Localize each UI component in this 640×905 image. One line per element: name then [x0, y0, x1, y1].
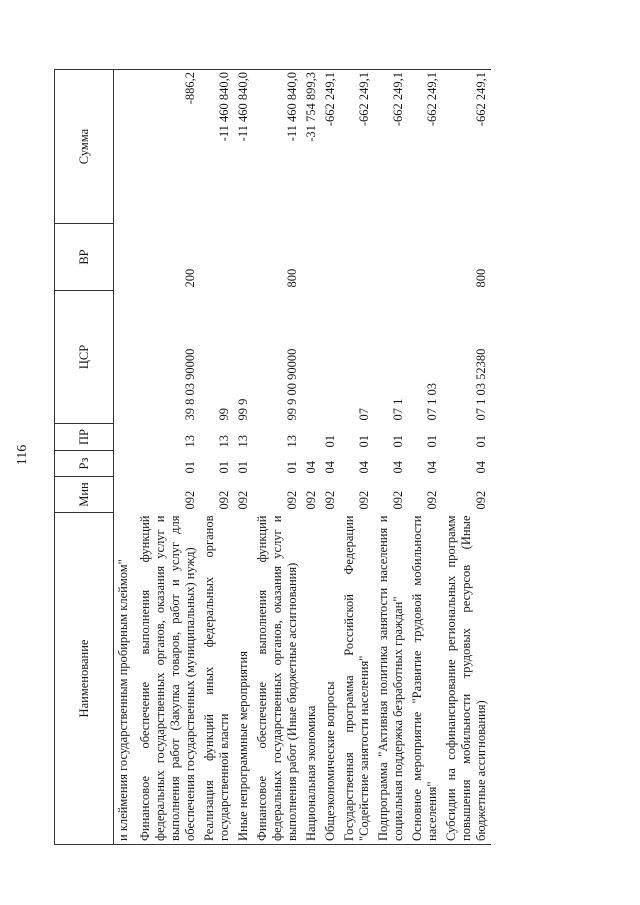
- cell-pr: 13: [285, 435, 299, 448]
- cell-name: Реализация функций иных федеральных органов государственной власти: [200, 513, 234, 845]
- table-row: [442, 70, 491, 845]
- cell-rz: 01: [183, 461, 197, 474]
- cell-vr: [302, 224, 321, 291]
- header-vr: ВР: [55, 224, 114, 291]
- cell-min: 092: [357, 490, 371, 510]
- table-row: [253, 70, 302, 845]
- cell-min: 092: [474, 490, 488, 510]
- cell-name: Подпрограмма "Активная политика занятости населения и социальная поддержка безработных граждан": [374, 513, 408, 845]
- cell-csr: 07 1 03: [425, 383, 439, 421]
- cell-csr: 07: [357, 408, 371, 421]
- cell-name: Субсидии на софинансирование региональных программ повышения мобильности трудовых ресурсов (Иные бюджетные ассигнования): [442, 513, 491, 845]
- cell-csr: 39 8 03 90000: [183, 348, 197, 421]
- header-min: Мин: [55, 477, 114, 513]
- cell-csr: 07 1: [391, 398, 405, 421]
- cell-csr: [321, 291, 340, 424]
- header-row: [55, 70, 114, 845]
- cell-csr: 99: [217, 408, 231, 421]
- cell-rz: 04: [357, 461, 371, 474]
- cell-sum: -886,2: [136, 70, 200, 224]
- cell-name: Основное мероприятие "Развитие трудовой мобильности населения": [408, 513, 442, 845]
- rotated-table-container: [54, 70, 614, 845]
- cell-vr: 200: [183, 268, 197, 288]
- cell-csr: 99 9 00 90000: [285, 348, 299, 421]
- table-row: [374, 70, 408, 845]
- cell-vr: [408, 224, 442, 291]
- cell-rz: 01: [217, 461, 231, 474]
- cell-pr: [302, 424, 321, 451]
- cell-csr: 07 1 03 52380: [474, 348, 488, 421]
- cell-vr: [340, 224, 374, 291]
- header-sum: Сумма: [55, 70, 114, 224]
- header-name: Наименование: [55, 513, 114, 845]
- cell-sum: -662 249,1: [442, 70, 491, 224]
- cell-pr: 13: [183, 435, 197, 448]
- table-row: [302, 70, 321, 845]
- cell-sum: -11 460 840,0: [234, 70, 253, 224]
- cell-rz: 04: [474, 461, 488, 474]
- cell-pr: 01: [323, 435, 337, 448]
- cell-name: Государственная программа Российской Федерации "Содействие занятости населения": [340, 513, 374, 845]
- table-row: [200, 70, 234, 845]
- cell-rz: 01: [236, 461, 250, 474]
- cell-vr: [321, 224, 340, 291]
- cell-rz: 04: [323, 461, 337, 474]
- cell-min: 092: [236, 490, 250, 510]
- cell-vr: [374, 224, 408, 291]
- cell-sum: -662 249,1: [340, 70, 374, 224]
- header-csr: ЦСР: [55, 291, 114, 424]
- cell-min: 092: [217, 490, 231, 510]
- cell-rz: 01: [285, 461, 299, 474]
- cell-vr: 800: [474, 268, 488, 288]
- page-number: 116: [15, 444, 30, 466]
- cell-pr: 01: [474, 435, 488, 448]
- cell-sum: -31 754 899,3: [302, 70, 321, 224]
- cell-name: Финансовое обеспечение выполнения функций федеральных государственных органов, оказания услуг и выполнения работ (Закупка товаров, работ и услуг для обеспечения государственных (муниципальных) нужд): [136, 513, 200, 845]
- table-body: [114, 70, 492, 845]
- cell-min: 092: [391, 490, 405, 510]
- cell-vr: [200, 224, 234, 291]
- cell-pr: 01: [357, 435, 371, 448]
- cell-min: 092: [183, 490, 197, 510]
- cell-sum: -11 460 840,0: [200, 70, 234, 224]
- cell-rz: 04: [304, 461, 318, 474]
- table-row: [136, 70, 200, 845]
- cell-csr: [302, 291, 321, 424]
- cell-min: 092: [425, 490, 439, 510]
- cell-vr: [234, 224, 253, 291]
- cell-csr: 99 9: [236, 398, 250, 421]
- cell-sum: -662 249,1: [321, 70, 340, 224]
- cell-vr: 800: [285, 268, 299, 288]
- cell-sum: -11 460 840,0: [253, 70, 302, 224]
- cell-pr: 01: [425, 435, 439, 448]
- cell-rz: 04: [425, 461, 439, 474]
- cell-name: Общеэкономические вопросы: [321, 513, 340, 845]
- header-pr: ПР: [55, 424, 114, 451]
- budget-table: [54, 69, 491, 845]
- cell-min: 092: [304, 490, 318, 510]
- table-row: [340, 70, 374, 845]
- cell-sum: -662 249,1: [408, 70, 442, 224]
- cell-min: 092: [285, 490, 299, 510]
- cell-name: Иные непрограммные мероприятия: [234, 513, 253, 845]
- cell-name: Финансовое обеспечение выполнения функций федеральных государственных органов, оказания услуг и выполнения работ (Иные бюджетные ассигнования): [253, 513, 302, 845]
- continuation-text: и клеймения государственным пробирным клеймом": [114, 513, 137, 845]
- continuation-row: [114, 70, 137, 845]
- cell-sum: -662 249,1: [374, 70, 408, 224]
- table-row: [321, 70, 340, 845]
- cell-pr: 13: [217, 435, 231, 448]
- cell-pr: 01: [391, 435, 405, 448]
- table-row: [408, 70, 442, 845]
- cell-min: 092: [323, 490, 337, 510]
- cell-pr: 13: [236, 435, 250, 448]
- cell-rz: 04: [391, 461, 405, 474]
- cell-name: Национальная экономика: [302, 513, 321, 845]
- table-row: [234, 70, 253, 845]
- header-rz: Рз: [55, 451, 114, 477]
